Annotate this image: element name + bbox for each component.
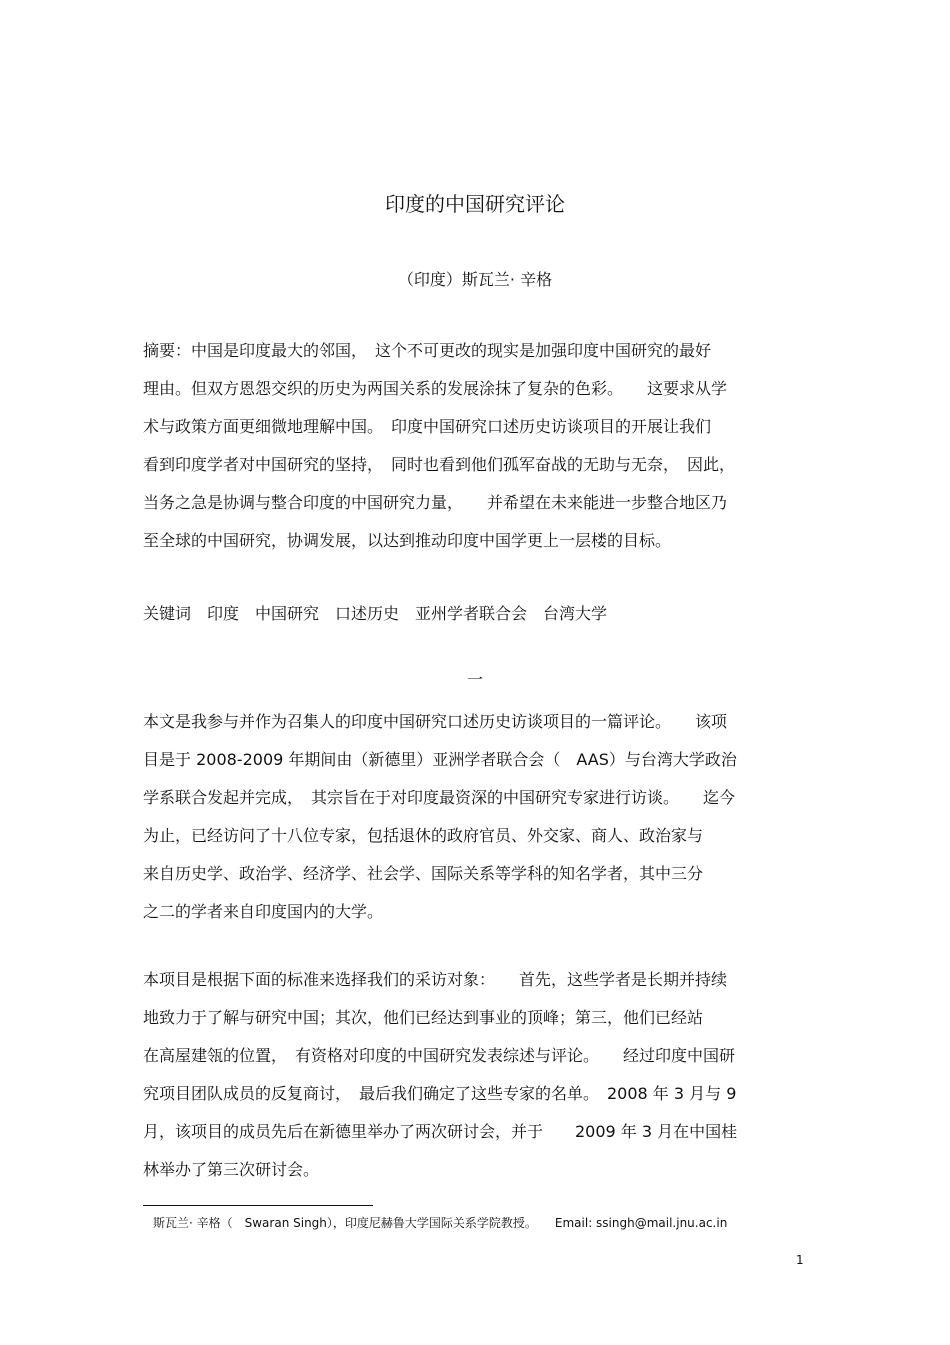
paragraph-line: 目是于 2008-2009 年期间由（新德里）亚洲学者联合会（ AAS）与台湾大学政治 (143, 750, 737, 769)
abstract-line: 当务之急是协调与整合印度的中国研究力量， 并希望在未来能进一步整合地区乃 (143, 493, 728, 512)
paragraph-line: 究项目团队成员的反复商讨， 最后我们确定了这些专家的名单。 2008 年 3 月与 9 (143, 1084, 737, 1103)
paragraph-line: 林举办了第三次研讨会。 (143, 1160, 320, 1179)
paragraph-line: 在高屋建瓴的位置， 有资格对印度的中国研究发表综述与评论。 经过印度中国研 (143, 1046, 736, 1065)
section-heading: 一 (466, 670, 483, 689)
paragraph-line: 来自历史学、政治学、经济学、社会学、国际关系等学科的知名学者，其中三分 (143, 864, 704, 883)
footnote: 斯瓦兰· 辛格（ Swaran Singh），印度尼赫鲁大学国际关系学院教授。 Email: ssingh@mail.jnu.ac.in (153, 1216, 728, 1230)
abstract-line: 看到印度学者对中国研究的坚持， 同时也看到他们孤军奋战的无助与无奈， 因此， (143, 455, 736, 474)
abstract-line: 至全球的中国研究，协调发展，以达到推动印度中国学更上一层楼的目标。 (143, 531, 672, 550)
footnote-divider (143, 1205, 373, 1206)
keywords (143, 595, 823, 633)
paragraph-line: 之二的学者来自印度国内的大学。 (143, 902, 384, 921)
paragraph-line: 月，该项目的成员先后在新德里举办了两次研讨会，并于 2009 年 3 月在中国桂 (143, 1122, 738, 1141)
abstract (143, 332, 823, 560)
author-line: （印度）斯瓦兰· 辛格 (397, 270, 553, 289)
page-title: 印度的中国研究评论 (385, 192, 565, 216)
body-paragraph-2 (143, 961, 823, 1189)
paragraph-line: 地致力于了解与研究中国；其次，他们已经达到事业的顶峰；第三，他们已经站 (143, 1008, 704, 1027)
abstract-line: 摘要：中国是印度最大的邻国， 这个不可更改的现实是加强印度中国研究的最好 (143, 341, 712, 360)
paragraph-line: 为止，已经访问了十八位专家，包括退休的政府官员、外交家、商人、政治家与 (143, 826, 704, 845)
keywords-line: 关键词 印度 中国研究 口述历史 亚州学者联合会 台湾大学 (143, 604, 608, 623)
page-number: 1 (796, 1253, 804, 1267)
paragraph-line: 学系联合发起并完成， 其宗旨在于对印度最资深的中国研究专家进行访谈。 迄今 (143, 788, 736, 807)
paragraph-line: 本项目是根据下面的标准来选择我们的采访对象： 首先，这些学者是长期并持续 (143, 970, 728, 989)
body-paragraph-1 (143, 703, 823, 931)
paragraph-line: 本文是我参与并作为召集人的印度中国研究口述历史访谈项目的一篇评论。 该项 (143, 712, 728, 731)
abstract-line: 术与政策方面更细微地理解中国。 印度中国研究口述历史访谈项目的开展让我们 (143, 417, 712, 436)
abstract-line: 理由。但双方恩怨交织的历史为两国关系的发展涂抹了复杂的色彩。 这要求从学 (143, 379, 728, 398)
